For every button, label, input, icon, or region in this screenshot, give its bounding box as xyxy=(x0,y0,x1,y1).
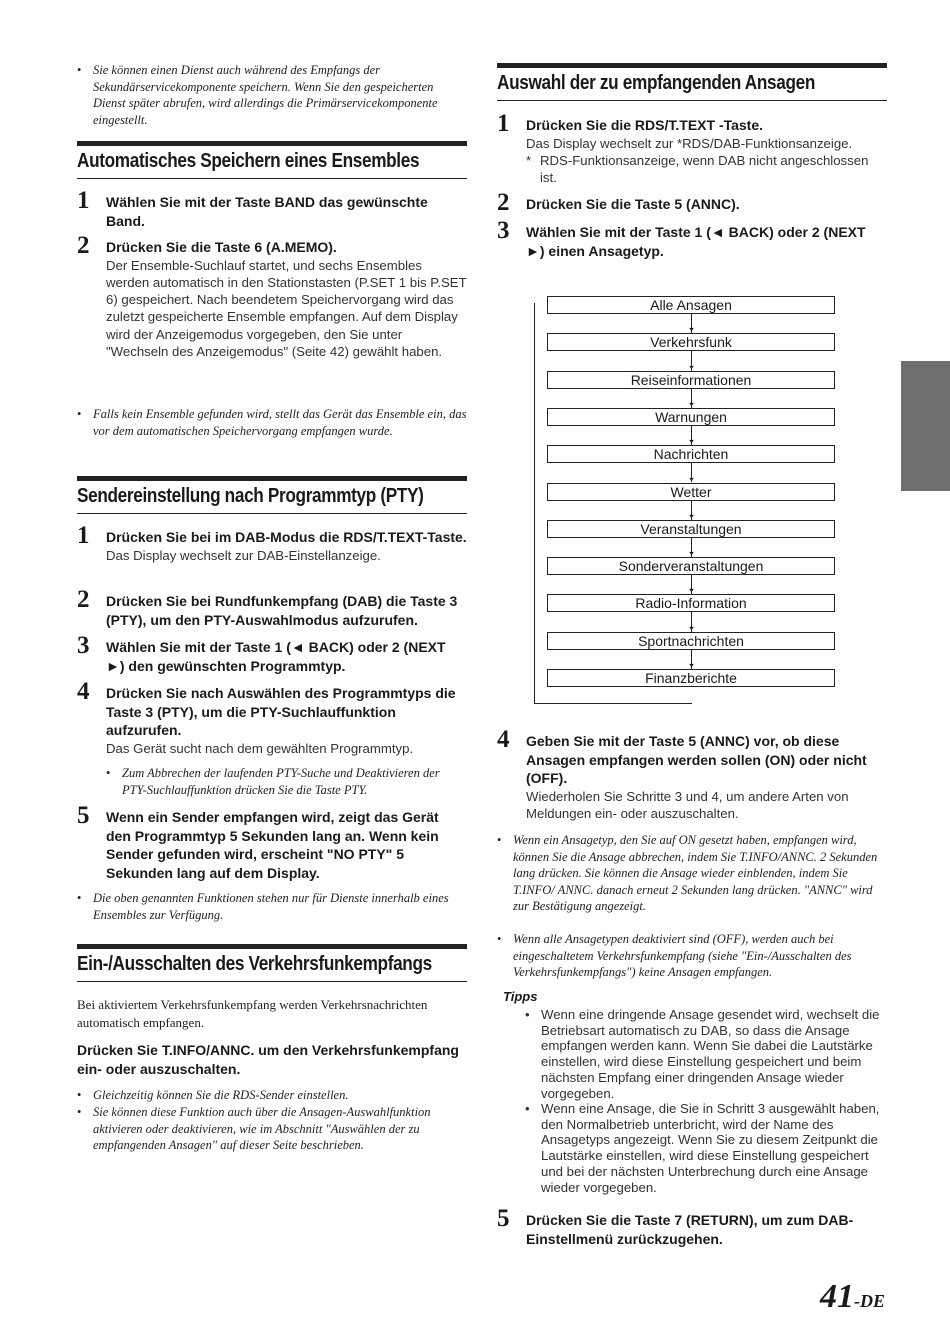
asterisk-note: * RDS-Funktionsanzeige, wenn DAB nicht angeschlossen ist. xyxy=(526,152,869,186)
step-3-type: 3 Wählen Sie mit der Taste 1 (◄ BACK) oder 2 (NEXT ►) einen Ansagetyp. xyxy=(497,217,866,259)
section-heading-pty: Sendereinstellung nach Programmtyp (PTY) xyxy=(77,476,467,514)
section2-note: • Die oben genannten Funktionen stehen nur für Dienste innerhalb eines Ensembles zur Verfügung. xyxy=(77,891,449,922)
step-4-search: 4 Drücken Sie nach Auswählen des Programmtyps die Taste 3 (PTY), um die PTY-Suchlauffunktion aufzurufen. Das Gerät sucht nach dem gewählten Programmtyp. xyxy=(77,678,456,756)
arrow-head-icon: ▼ xyxy=(687,662,696,669)
tip-1: • Wenn eine dringende Ansage gesendet wird, wechselt die Betriebsart automatisch zu DAB, so dass die Ansage empfangen werden kann. Wenn Sie dabei die Lautstärke einstellen, wird diese Einstellung gespeichert und beim nächsten Empfang einer dringenden Ansage wieder vorgegeben. xyxy=(525,1007,880,1101)
page-number: 41-DE xyxy=(820,1278,885,1315)
step-3-select: 3 Wählen Sie mit der Taste 1 (◄ BACK) oder 2 (NEXT ►) den gewünschten Programmtyp. xyxy=(77,632,446,674)
step-2-amemo xyxy=(77,232,467,360)
annc-note-1: • Wenn ein Ansagetyp, den Sie auf ON gesetzt haben, empfangen wird, können Sie die Ansage abbrechen, indem Sie T.INFO/ANNC. 2 Sekunden lang drücken. Sie können die Ansage wieder einblenden, indem Sie T.INFO/ ANNC. danach erneut 2 Sekunden lang drücken. "ANNC" wird zur Bestätigung angezeigt. xyxy=(497,833,878,913)
arrow-head-icon: ▼ xyxy=(687,363,696,370)
flow-item: Warnungen xyxy=(547,408,835,426)
arrow-head-icon: ▼ xyxy=(687,587,696,594)
step4-note: • Zum Abbrechen der laufenden PTY-Suche und Deaktivieren der PTY-Suchlauffunktion drücken Sie die Taste PTY. xyxy=(106,766,440,797)
flow-item: Radio-Information xyxy=(547,594,835,612)
intro-note xyxy=(77,62,467,128)
flow-item: Nachrichten xyxy=(547,445,835,463)
step-text: Wählen Sie mit der Taste BAND das gewünschte Band. xyxy=(106,194,428,229)
loop-line xyxy=(534,303,535,703)
arrow-head-icon: ▼ xyxy=(687,401,696,408)
traffic-note-1: • Gleichzeitig können Sie die RDS-Sender einstellen. xyxy=(77,1088,349,1102)
arrow-head-icon: ▼ xyxy=(687,326,696,333)
step-5-return: 5 Drücken Sie die Taste 7 (RETURN), um zum DAB-Einstellmenü zurückzugehen. xyxy=(497,1205,854,1247)
flow-item: Sportnachrichten xyxy=(547,632,835,650)
step-4-onoff: 4 Geben Sie mit der Taste 5 (ANNC) vor, ob diese Ansagen empfangen werden sollen (ON) oder nicht (OFF). Wiederholen Sie Schritte 3 und 4, um andere Arten von Meldungen ein- oder auszuschalten. xyxy=(497,726,867,821)
traffic-instruction: Drücken Sie T.INFO/ANNC. um den Verkehrsfunkempfang ein- oder auszuschalten. xyxy=(77,1042,459,1077)
annc-note-2: • Wenn alle Ansagetypen deaktiviert sind (OFF), werden auch bei eingeschaltetem Verkehrsfunkempfang (siehe "Ein-/Ausschalten des Verkehrsfunkempfangs") keine Ansagen empfangen. xyxy=(497,932,852,979)
step-2-pty: 2 Drücken Sie bei Rundfunkempfang (DAB) die Taste 3 (PTY), um den PTY-Auswahlmodus aufzurufen. xyxy=(77,586,458,628)
intro-note-text: Sie können einen Dienst auch während des Empfangs der Sekundärservicekomponente speichern. Wenn Sie den gespeicherten Dienst später abrufen, wird allerdings die Primärservicekomponente eingestellt. xyxy=(93,63,438,127)
flow-item: Sonderveranstaltungen xyxy=(547,557,835,575)
traffic-note-2: • Sie können diese Funktion auch über die Ansagen-Auswahlfunktion aktivieren oder deaktivieren, wie im Abschnitt "Auswählen der zu empfangenden Ansagen" auf dieser Seite beschrieben. xyxy=(77,1105,431,1152)
step-1-rds: 1 Drücken Sie bei im DAB-Modus die RDS/T.TEXT-Taste. Das Display wechselt zur DAB-Einstellanzeige. xyxy=(77,522,467,563)
flow-item: Alle Ansagen xyxy=(547,296,835,314)
chapter-tab xyxy=(901,361,950,491)
tipps-title: Tipps xyxy=(503,989,538,1004)
flow-item: Finanzberichte xyxy=(547,669,835,687)
arrow-head-icon: ▼ xyxy=(687,550,696,557)
arrow-head-icon: ▼ xyxy=(687,475,696,482)
step-number: 1 xyxy=(77,187,90,214)
step-text: Drücken Sie die Taste 6 (A.MEMO). xyxy=(106,239,337,255)
flow-item: Wetter xyxy=(547,483,835,501)
tip-2: • Wenn eine Ansage, die Sie in Schritt 3 ausgewählt haben, den Normalbetrieb unterbricht, wird der Name des Ansagetyps angezeigt. Wenn Sie zu diesem Zeitpunkt die Lautstärke einstellen, wird diese Einstellung gespeichert und bei der nächsten Unterbrechung durch eine Ansage wieder vorgegeben. xyxy=(525,1101,880,1195)
traffic-intro: Bei aktiviertem Verkehrsfunkempfang werden Verkehrsnachrichten automatisch empfangen. xyxy=(77,997,428,1030)
flow-item: Verkehrsfunk xyxy=(547,333,835,351)
loop-line xyxy=(534,703,692,704)
section-heading-announcements: Auswahl der zu empfangenden Ansagen xyxy=(497,63,887,101)
step-1-band xyxy=(77,187,467,230)
step-2-annc: 2 Drücken Sie die Taste 5 (ANNC). xyxy=(497,189,740,216)
step-number: 2 xyxy=(77,232,90,259)
arrow-head-icon: ▼ xyxy=(687,624,696,631)
step-5-result: 5 Wenn ein Sender empfangen wird, zeigt das Gerät den Programmtyp 5 Sekunden lang an. Wenn kein Sender gefunden wird, erscheint "NO PTY" 5 Sekunden lang auf dem Display. xyxy=(77,802,439,881)
section-heading-auto-store: Automatisches Speichern eines Ensembles xyxy=(77,141,467,179)
arrow-head-icon: ▼ xyxy=(687,512,696,519)
flow-item: Reiseinformationen xyxy=(547,371,835,389)
step-description: Der Ensemble-Suchlauf startet, und sechs Ensembles werden automatisch in den Stationstasten (P.SET 1 bis P.SET 6) gespeichert. Nach beendetem Speichervorgang wird das zuletzt gespeicherte Ensemble empfangen. Auf dem Display wird der Anzeigemodus vorgegeben, den Sie unter "Wechseln des Anzeigemodus" (Seite 42) gewählt haben. xyxy=(106,257,467,359)
section-heading-traffic: Ein-/Ausschalten des Verkehrsfunkempfangs xyxy=(77,944,467,982)
step-1-rds-right: 1 Drücken Sie die RDS/T.TEXT -Taste. Das Display wechselt zur *RDS/DAB-Funktionsanzeige. * RDS-Funktionsanzeige, wenn DAB nicht angeschlossen ist. xyxy=(497,116,887,186)
section1-note: • Falls kein Ensemble gefunden wird, stellt das Gerät das Ensemble ein, das vor dem automatischen Speichervorgang empfangen wurde. xyxy=(77,407,467,438)
arrow-head-icon: ▼ xyxy=(687,438,696,445)
flow-item: Veranstaltungen xyxy=(547,520,835,538)
bullet: • xyxy=(77,63,82,77)
announcement-flowchart xyxy=(534,296,836,706)
